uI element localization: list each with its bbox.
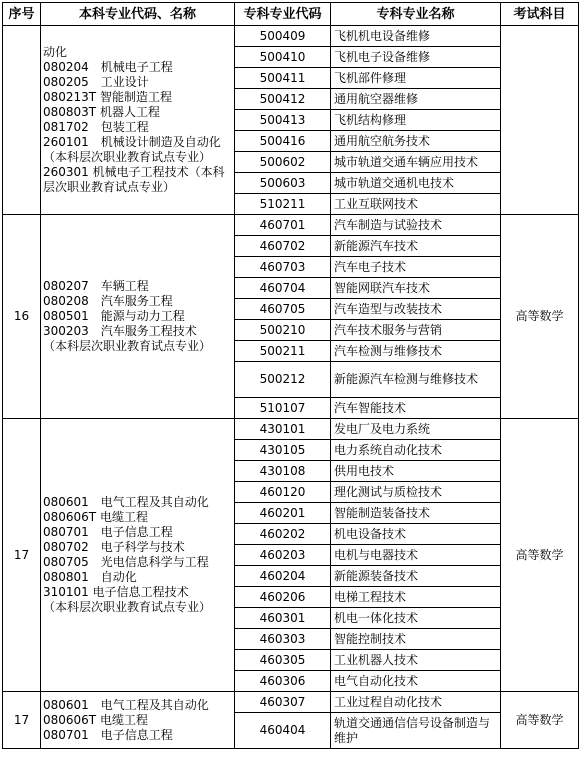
- vocational-code: 500212: [235, 362, 331, 398]
- undergrad-major: 080702 电子科学与技术: [43, 540, 185, 554]
- vocational-name: 城市轨道交通机电技术: [331, 173, 501, 194]
- undergrad-majors-cell: [41, 26, 235, 215]
- vocational-code: 460306: [235, 671, 331, 692]
- undergrad-majors-cell: [41, 419, 235, 692]
- vocational-name: 轨道交通通信信号设备制造与维护: [331, 713, 501, 749]
- col-header-undergrad: 本科专业代码、名称: [41, 3, 235, 26]
- vocational-code: 500409: [235, 26, 331, 47]
- undergrad-major: 080701 电子信息工程: [43, 525, 173, 539]
- col-header-subject: 考试科目: [501, 3, 579, 26]
- undergrad-major: 动化: [43, 45, 68, 59]
- group-number: 17: [3, 692, 41, 749]
- vocational-code: 460305: [235, 650, 331, 671]
- vocational-code: 460702: [235, 236, 331, 257]
- undergrad-major: 260101 机械设计制造及自动化（本科层次职业教育试点专业）: [43, 135, 221, 164]
- vocational-name: 汽车制造与试验技术: [331, 215, 501, 236]
- vocational-code: 500602: [235, 152, 331, 173]
- undergrad-major: 081702 包装工程: [43, 120, 149, 134]
- undergrad-major: 080204 机械电子工程: [43, 60, 173, 74]
- vocational-name: 新能源汽车技术: [331, 236, 501, 257]
- vocational-name: 电力系统自动化技术: [331, 440, 501, 461]
- col-header-code: 专科专业代码: [235, 3, 331, 26]
- vocational-code: 500410: [235, 47, 331, 68]
- vocational-code: 460206: [235, 587, 331, 608]
- vocational-name: 供用电技术: [331, 461, 501, 482]
- vocational-name: 发电厂及电力系统: [331, 419, 501, 440]
- undergrad-majors-cell: [41, 215, 235, 419]
- undergrad-major: 310101 电子信息工程技术: [43, 585, 189, 599]
- undergrad-major: 080205 工业设计: [43, 75, 149, 89]
- vocational-code: 460202: [235, 524, 331, 545]
- vocational-code: 460303: [235, 629, 331, 650]
- vocational-name: 工业过程自动化技术: [331, 692, 501, 713]
- vocational-name: 工业机器人技术: [331, 650, 501, 671]
- vocational-code: 460204: [235, 566, 331, 587]
- vocational-code: 500210: [235, 320, 331, 341]
- group-number: 16: [3, 215, 41, 419]
- vocational-code: 460203: [235, 545, 331, 566]
- vocational-code: 500211: [235, 341, 331, 362]
- undergrad-major: 080606T 电缆工程: [43, 510, 148, 524]
- vocational-code: 430101: [235, 419, 331, 440]
- vocational-code: 460307: [235, 692, 331, 713]
- vocational-code: 500413: [235, 110, 331, 131]
- undergrad-major: 260301 机械电子工程技术（本科层次职业教育试点专业）: [43, 165, 225, 194]
- vocational-code: 460704: [235, 278, 331, 299]
- undergrad-major: （本科层次职业教育试点专业）: [43, 339, 212, 353]
- vocational-name: 智能控制技术: [331, 629, 501, 650]
- exam-subject: 高等数学: [501, 419, 579, 692]
- col-header-name: 专科专业名称: [331, 3, 501, 26]
- vocational-name: 电气自动化技术: [331, 671, 501, 692]
- group-number: 17: [3, 419, 41, 692]
- exam-subject: 高等数学: [501, 692, 579, 749]
- vocational-name: 新能源装备技术: [331, 566, 501, 587]
- vocational-code: 460301: [235, 608, 331, 629]
- vocational-name: 电梯工程技术: [331, 587, 501, 608]
- vocational-code: 460703: [235, 257, 331, 278]
- vocational-name: 机电设备技术: [331, 524, 501, 545]
- vocational-name: 汽车造型与改装技术: [331, 299, 501, 320]
- undergrad-major: 080208 汽车服务工程: [43, 294, 173, 308]
- vocational-code: 460120: [235, 482, 331, 503]
- vocational-name: 飞机部件修理: [331, 68, 501, 89]
- vocational-name: 汽车技术服务与营销: [331, 320, 501, 341]
- vocational-code: 500416: [235, 131, 331, 152]
- table-row: [3, 26, 579, 47]
- col-header-num: 序号: [3, 3, 41, 26]
- vocational-name: 飞机结构修理: [331, 110, 501, 131]
- vocational-name: 汽车检测与维修技术: [331, 341, 501, 362]
- header-row: [3, 3, 579, 26]
- undergrad-major: 080701 电子信息工程: [43, 727, 173, 742]
- vocational-name: 机电一体化技术: [331, 608, 501, 629]
- undergrad-major: 300203 汽车服务工程技术: [43, 324, 197, 338]
- vocational-code: 500412: [235, 89, 331, 110]
- vocational-code: 430108: [235, 461, 331, 482]
- group-number: [3, 26, 41, 215]
- undergrad-major: （本科层次职业教育试点专业）: [43, 600, 212, 614]
- vocational-name: 电机与电器技术: [331, 545, 501, 566]
- exam-subject: 高等数学: [501, 215, 579, 419]
- vocational-code: 460701: [235, 215, 331, 236]
- undergrad-major: 080606T 电缆工程: [43, 712, 148, 727]
- vocational-code: 460404: [235, 713, 331, 749]
- undergrad-major: 080801 自动化: [43, 570, 137, 584]
- vocational-name: 工业互联网技术: [331, 194, 501, 215]
- undergrad-major: 080601 电气工程及其自动化: [43, 495, 209, 509]
- undergrad-major: 080601 电气工程及其自动化: [43, 697, 209, 712]
- vocational-code: 430105: [235, 440, 331, 461]
- vocational-name: 飞机机电设备维修: [331, 26, 501, 47]
- vocational-code: 460705: [235, 299, 331, 320]
- vocational-code: 510107: [235, 398, 331, 419]
- table-row: [3, 692, 579, 713]
- undergrad-majors-cell: [41, 692, 235, 749]
- vocational-name: 通用航空航务技术: [331, 131, 501, 152]
- vocational-code: 500603: [235, 173, 331, 194]
- vocational-code: 500411: [235, 68, 331, 89]
- vocational-name: 智能网联汽车技术: [331, 278, 501, 299]
- major-table: [2, 2, 579, 749]
- undergrad-major: 080705 光电信息科学与工程: [43, 555, 209, 569]
- vocational-name: 飞机电子设备维修: [331, 47, 501, 68]
- vocational-code: 460201: [235, 503, 331, 524]
- vocational-name: 汽车电子技术: [331, 257, 501, 278]
- undergrad-major: 080207 车辆工程: [43, 279, 149, 293]
- undergrad-major: 080213T 智能制造工程: [43, 90, 172, 104]
- undergrad-major: 080501 能源与动力工程: [43, 309, 185, 323]
- exam-subject: [501, 26, 579, 215]
- vocational-name: 智能制造装备技术: [331, 503, 501, 524]
- vocational-name: 理化测试与质检技术: [331, 482, 501, 503]
- vocational-name: 通用航空器维修: [331, 89, 501, 110]
- table-row: [3, 215, 579, 236]
- table-row: [3, 419, 579, 440]
- vocational-name: 城市轨道交通车辆应用技术: [331, 152, 501, 173]
- vocational-name: 汽车智能技术: [331, 398, 501, 419]
- vocational-code: 510211: [235, 194, 331, 215]
- vocational-name: 新能源汽车检测与维修技术: [331, 362, 501, 398]
- undergrad-major: 080803T 机器人工程: [43, 105, 160, 119]
